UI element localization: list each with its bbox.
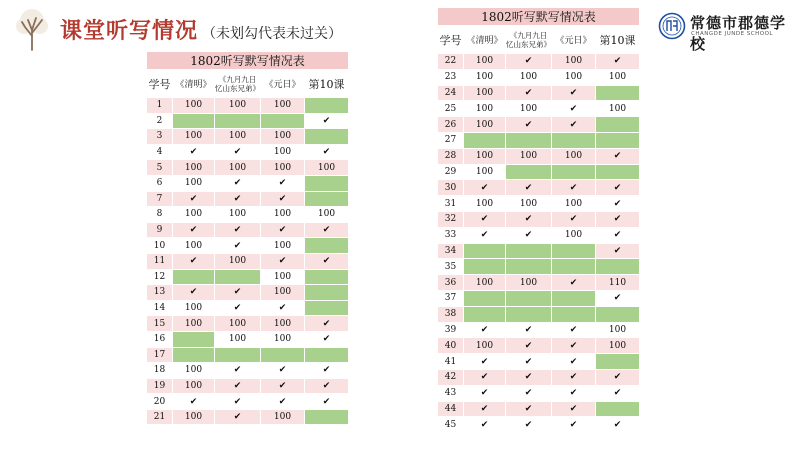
score-cell: 100 <box>173 175 215 191</box>
table-row <box>438 132 640 148</box>
student-number: 7 <box>147 191 173 207</box>
passed-cell <box>305 191 349 207</box>
student-number: 30 <box>438 180 464 196</box>
student-number: 34 <box>438 243 464 259</box>
score-cell: ✔ <box>506 401 552 417</box>
score-cell: ✔ <box>596 369 640 385</box>
score-cell: ✔ <box>261 175 305 191</box>
score-cell: 100 <box>596 101 640 117</box>
table-row <box>147 363 349 379</box>
passed-cell <box>596 259 640 275</box>
passed-cell <box>464 259 506 275</box>
student-number: 38 <box>438 306 464 322</box>
score-cell: 100 <box>552 148 596 164</box>
student-number: 32 <box>438 211 464 227</box>
table-row <box>147 129 349 145</box>
table-caption: 1802听写默写情况表 <box>147 52 349 70</box>
table-row <box>438 85 640 101</box>
score-cell: ✔ <box>464 385 506 401</box>
table-row <box>147 347 349 363</box>
student-number: 24 <box>438 85 464 101</box>
score-cell: ✔ <box>305 331 349 347</box>
student-number: 39 <box>438 322 464 338</box>
table-row <box>147 238 349 254</box>
score-cell: 100 <box>261 238 305 254</box>
score-cell: ✔ <box>506 211 552 227</box>
score-cell: ✔ <box>596 385 640 401</box>
score-cell: ✔ <box>596 196 640 212</box>
score-cell: ✔ <box>215 363 261 379</box>
table-row <box>147 191 349 207</box>
column-header-line: 忆山东兄弟》 <box>506 39 551 49</box>
student-number: 25 <box>438 101 464 117</box>
student-number: 45 <box>438 417 464 433</box>
score-cell: ✔ <box>464 401 506 417</box>
table-row <box>438 196 640 212</box>
score-cell: ✔ <box>261 253 305 269</box>
score-cell: ✔ <box>464 369 506 385</box>
table-row <box>438 211 640 227</box>
passed-cell <box>596 117 640 133</box>
score-cell: ✔ <box>261 191 305 207</box>
student-number: 36 <box>438 275 464 291</box>
table-row <box>147 300 349 316</box>
tree-icon <box>14 8 50 52</box>
score-cell: 100 <box>215 253 261 269</box>
score-cell: 100 <box>173 363 215 379</box>
score-cell: ✔ <box>506 85 552 101</box>
student-number: 19 <box>147 378 173 394</box>
score-cell: ✔ <box>173 222 215 238</box>
score-cell: 100 <box>596 69 640 85</box>
table-row <box>438 369 640 385</box>
table-row <box>438 259 640 275</box>
score-cell: ✔ <box>596 243 640 259</box>
student-number: 1 <box>147 98 173 114</box>
score-cell: ✔ <box>215 409 261 425</box>
table-row <box>438 338 640 354</box>
table-row <box>147 253 349 269</box>
student-number: 18 <box>147 363 173 379</box>
passed-cell <box>596 85 640 101</box>
score-cell: ✔ <box>552 85 596 101</box>
table-row <box>438 290 640 306</box>
score-cell: ✔ <box>552 180 596 196</box>
score-cell: 100 <box>261 144 305 160</box>
passed-cell <box>464 132 506 148</box>
score-cell: ✔ <box>261 222 305 238</box>
score-cell: ✔ <box>552 401 596 417</box>
score-cell: ✔ <box>552 117 596 133</box>
score-cell: 100 <box>215 129 261 145</box>
score-cell: ✔ <box>552 338 596 354</box>
score-cell: 100 <box>261 285 305 301</box>
student-number: 31 <box>438 196 464 212</box>
passed-cell <box>173 347 215 363</box>
score-cell: ✔ <box>596 227 640 243</box>
score-cell: ✔ <box>215 285 261 301</box>
passed-cell <box>215 269 261 285</box>
passed-cell <box>305 285 349 301</box>
score-cell: ✔ <box>215 394 261 410</box>
passed-cell <box>552 164 596 180</box>
score-cell: 100 <box>464 164 506 180</box>
score-cell: 100 <box>173 409 215 425</box>
score-cell: ✔ <box>552 101 596 117</box>
score-cell: 100 <box>596 322 640 338</box>
score-cell: ✔ <box>552 417 596 433</box>
score-cell: ✔ <box>464 354 506 370</box>
passed-cell <box>596 164 640 180</box>
student-number: 26 <box>438 117 464 133</box>
score-cell: 100 <box>215 207 261 223</box>
score-cell: ✔ <box>506 54 552 70</box>
student-number: 17 <box>147 347 173 363</box>
passed-cell <box>552 243 596 259</box>
table-row <box>438 101 640 117</box>
page-title: 课堂听写情况 <box>60 19 199 44</box>
passed-cell <box>261 347 305 363</box>
score-cell: 100 <box>173 129 215 145</box>
student-number: 20 <box>147 394 173 410</box>
student-number: 5 <box>147 160 173 176</box>
student-number: 8 <box>147 207 173 223</box>
score-cell: 100 <box>215 160 261 176</box>
table-row <box>438 275 640 291</box>
page-subtitle: （未划勾代表未过关） <box>202 26 343 42</box>
passed-cell <box>173 331 215 347</box>
column-header-line: 《九月九日 <box>218 74 257 84</box>
table-row <box>438 180 640 196</box>
column-header: 《清明》 <box>173 70 215 98</box>
score-cell: ✔ <box>305 316 349 332</box>
column-header: 《清明》 <box>464 26 506 54</box>
score-cell: ✔ <box>173 191 215 207</box>
score-cell: ✔ <box>173 253 215 269</box>
score-cell: 100 <box>464 338 506 354</box>
score-cell: 100 <box>552 54 596 70</box>
table-caption: 1802听写默写情况表 <box>438 8 640 26</box>
score-cell: 100 <box>464 117 506 133</box>
score-cell: 100 <box>173 378 215 394</box>
score-cell: 100 <box>261 316 305 332</box>
column-header: 学号 <box>147 70 173 98</box>
student-number: 2 <box>147 113 173 129</box>
school-name-en: CHANGDE JUNDE SCHOOL <box>691 31 773 37</box>
table-row <box>438 148 640 164</box>
table-row <box>438 306 640 322</box>
score-cell: ✔ <box>596 180 640 196</box>
student-number: 29 <box>438 164 464 180</box>
student-number: 12 <box>147 269 173 285</box>
table-row <box>438 117 640 133</box>
column-header: 学号 <box>438 26 464 54</box>
dictation-table-1 <box>146 51 349 425</box>
score-cell: ✔ <box>552 369 596 385</box>
table-row <box>147 316 349 332</box>
student-number: 13 <box>147 285 173 301</box>
passed-cell <box>596 354 640 370</box>
table-row <box>147 222 349 238</box>
score-cell: ✔ <box>261 363 305 379</box>
score-cell: 100 <box>464 148 506 164</box>
passed-cell <box>305 98 349 114</box>
student-number: 42 <box>438 369 464 385</box>
passed-cell <box>552 259 596 275</box>
student-number: 14 <box>147 300 173 316</box>
score-cell: ✔ <box>596 290 640 306</box>
table-row <box>438 354 640 370</box>
score-cell: 100 <box>506 69 552 85</box>
passed-cell <box>464 290 506 306</box>
score-cell: 100 <box>305 160 349 176</box>
score-cell: 100 <box>261 160 305 176</box>
score-cell: ✔ <box>215 222 261 238</box>
score-cell: ✔ <box>261 394 305 410</box>
column-header: 《元日》 <box>552 26 596 54</box>
score-cell: 100 <box>261 207 305 223</box>
passed-cell <box>215 347 261 363</box>
table-row <box>147 394 349 410</box>
score-cell: 100 <box>173 207 215 223</box>
score-cell: ✔ <box>552 211 596 227</box>
score-cell: ✔ <box>215 238 261 254</box>
passed-cell <box>305 129 349 145</box>
student-number: 27 <box>438 132 464 148</box>
score-cell: ✔ <box>552 322 596 338</box>
score-cell: 100 <box>464 69 506 85</box>
score-cell: ✔ <box>506 117 552 133</box>
score-cell: 100 <box>215 316 261 332</box>
passed-cell <box>506 259 552 275</box>
passed-cell <box>464 243 506 259</box>
score-cell: 100 <box>552 196 596 212</box>
score-cell: ✔ <box>506 369 552 385</box>
passed-cell <box>506 164 552 180</box>
student-number: 33 <box>438 227 464 243</box>
passed-cell <box>552 290 596 306</box>
score-cell: 100 <box>173 316 215 332</box>
table-row <box>147 144 349 160</box>
passed-cell <box>305 269 349 285</box>
score-cell: 100 <box>464 196 506 212</box>
score-cell: ✔ <box>596 148 640 164</box>
passed-cell <box>506 243 552 259</box>
score-cell: 100 <box>506 148 552 164</box>
score-cell: 100 <box>506 196 552 212</box>
table-row <box>438 243 640 259</box>
score-cell: ✔ <box>305 144 349 160</box>
score-cell: ✔ <box>305 113 349 129</box>
table-row <box>147 175 349 191</box>
table-row <box>147 269 349 285</box>
student-number: 3 <box>147 129 173 145</box>
table-row <box>438 69 640 85</box>
score-cell: ✔ <box>506 180 552 196</box>
score-cell: ✔ <box>464 227 506 243</box>
school-badge-icon <box>658 12 686 40</box>
score-cell: 100 <box>173 300 215 316</box>
score-cell: 100 <box>261 129 305 145</box>
score-cell: 100 <box>173 98 215 114</box>
score-cell: ✔ <box>173 144 215 160</box>
student-number: 44 <box>438 401 464 417</box>
student-number: 11 <box>147 253 173 269</box>
score-cell: 100 <box>464 275 506 291</box>
score-cell: 110 <box>596 275 640 291</box>
score-cell: ✔ <box>506 338 552 354</box>
column-header-line: 《九月九日 <box>509 30 548 40</box>
score-cell: ✔ <box>596 54 640 70</box>
table-row <box>147 378 349 394</box>
dictation-table-2 <box>437 7 640 433</box>
student-number: 28 <box>438 148 464 164</box>
score-cell: 100 <box>215 331 261 347</box>
passed-cell <box>596 401 640 417</box>
passed-cell <box>173 269 215 285</box>
passed-cell <box>464 306 506 322</box>
passed-cell <box>305 238 349 254</box>
passed-cell <box>305 300 349 316</box>
score-cell: ✔ <box>506 385 552 401</box>
score-cell: ✔ <box>305 394 349 410</box>
table-row <box>438 322 640 338</box>
table-row <box>438 227 640 243</box>
table-row <box>438 54 640 70</box>
score-cell: 100 <box>552 69 596 85</box>
student-number: 4 <box>147 144 173 160</box>
student-number: 41 <box>438 354 464 370</box>
score-cell: 100 <box>261 269 305 285</box>
student-number: 23 <box>438 69 464 85</box>
passed-cell <box>215 113 261 129</box>
score-cell: ✔ <box>506 322 552 338</box>
score-cell: 100 <box>261 98 305 114</box>
passed-cell <box>506 132 552 148</box>
score-cell: ✔ <box>305 222 349 238</box>
score-cell: 100 <box>305 207 349 223</box>
score-cell: ✔ <box>173 285 215 301</box>
passed-cell <box>261 113 305 129</box>
table-row <box>438 164 640 180</box>
student-number: 6 <box>147 175 173 191</box>
passed-cell <box>173 113 215 129</box>
title-row <box>60 14 342 44</box>
table-row <box>147 98 349 114</box>
score-cell: ✔ <box>596 417 640 433</box>
passed-cell <box>506 306 552 322</box>
student-number: 35 <box>438 259 464 275</box>
score-cell: 100 <box>464 85 506 101</box>
score-cell: ✔ <box>215 175 261 191</box>
passed-cell <box>305 409 349 425</box>
student-number: 22 <box>438 54 464 70</box>
passed-cell <box>596 306 640 322</box>
table-row <box>147 409 349 425</box>
score-cell: 100 <box>261 331 305 347</box>
column-header: 第10课 <box>596 26 640 54</box>
score-cell: ✔ <box>506 417 552 433</box>
score-cell: 100 <box>552 227 596 243</box>
passed-cell <box>506 290 552 306</box>
score-cell: 100 <box>173 238 215 254</box>
score-cell: 100 <box>506 101 552 117</box>
score-cell: ✔ <box>552 354 596 370</box>
table-row <box>147 331 349 347</box>
score-cell: ✔ <box>215 144 261 160</box>
score-cell: ✔ <box>305 378 349 394</box>
score-cell: ✔ <box>464 180 506 196</box>
score-cell: 100 <box>215 98 261 114</box>
score-cell: 100 <box>173 160 215 176</box>
score-cell: ✔ <box>305 363 349 379</box>
score-cell: ✔ <box>506 227 552 243</box>
score-cell: ✔ <box>464 322 506 338</box>
table-row <box>147 160 349 176</box>
student-number: 9 <box>147 222 173 238</box>
passed-cell <box>552 132 596 148</box>
score-cell: ✔ <box>215 191 261 207</box>
score-cell: 100 <box>506 275 552 291</box>
score-cell: ✔ <box>215 300 261 316</box>
school-logo <box>658 12 793 53</box>
column-header <box>506 26 552 54</box>
student-number: 16 <box>147 331 173 347</box>
score-cell: ✔ <box>261 378 305 394</box>
score-cell: 100 <box>464 101 506 117</box>
score-cell: ✔ <box>506 354 552 370</box>
student-number: 40 <box>438 338 464 354</box>
passed-cell <box>552 306 596 322</box>
score-cell: 100 <box>596 338 640 354</box>
column-header: 第10课 <box>305 70 349 98</box>
table-row <box>438 401 640 417</box>
student-number: 15 <box>147 316 173 332</box>
column-header <box>215 70 261 98</box>
table-row <box>147 207 349 223</box>
column-header-line: 忆山东兄弟》 <box>215 83 260 93</box>
table-row <box>438 417 640 433</box>
passed-cell <box>305 175 349 191</box>
score-cell: ✔ <box>305 253 349 269</box>
score-cell: ✔ <box>261 300 305 316</box>
score-cell: ✔ <box>552 275 596 291</box>
score-cell: ✔ <box>464 417 506 433</box>
table-row <box>147 285 349 301</box>
table-row <box>147 113 349 129</box>
score-cell: ✔ <box>464 211 506 227</box>
score-cell: 100 <box>464 54 506 70</box>
student-number: 21 <box>147 409 173 425</box>
passed-cell <box>596 132 640 148</box>
student-number: 10 <box>147 238 173 254</box>
score-cell: ✔ <box>552 385 596 401</box>
school-name-cn: 常德市郡德学校 <box>690 14 787 53</box>
score-cell: 100 <box>261 409 305 425</box>
score-cell: ✔ <box>215 378 261 394</box>
column-header: 《元日》 <box>261 70 305 98</box>
passed-cell <box>305 347 349 363</box>
score-cell: ✔ <box>173 394 215 410</box>
table-row <box>438 385 640 401</box>
score-cell: ✔ <box>596 211 640 227</box>
student-number: 43 <box>438 385 464 401</box>
student-number: 37 <box>438 290 464 306</box>
